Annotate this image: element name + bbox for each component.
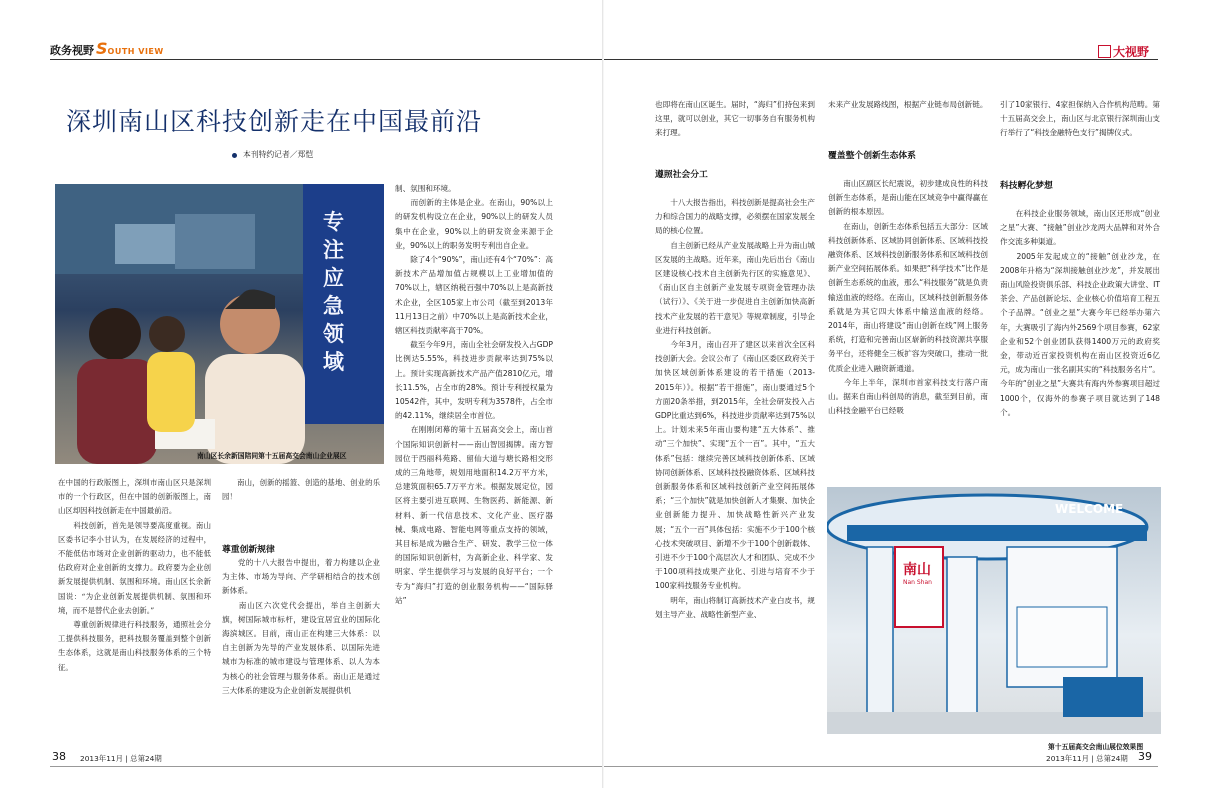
lead-column-1: 在中国的行政版图上，深圳市南山区只是深圳市的一个行政区，但在中国的创新版图上，南山区却因科技创新走在中国最前沿。 科技创新，首先是领导要高度重视。南山区委书记李小甘认为，在发展经济的过程中，不能低估市场对企业创新的驱动力，也不能低估政府对企业创新的支撑力。政府要为企业创新发展提供机制、氛围和环境。南山区长余新国说：“为企业创新发展提供机制、氛围和环境，而不是替代企业去创新。” 尊重创新规律进行科技服务，通照社会分工提供科技服务，把科技服务覆盖到整个创新生态体系，这就是南山科技服务体系的三个特征。 [58, 478, 211, 672]
brand-text: OUTH VIEW [107, 47, 164, 56]
folio-number-right: 39 [1138, 750, 1152, 763]
bullet-icon [232, 153, 237, 158]
folio-issue-right: 2013年11月 | 总第24期 [1046, 754, 1128, 763]
right-column-3-text: 在科技企业服务领域，南山区还形成“创业之星”大赛、“接触”创业沙龙两大品牌和对外合作交流多种渠道。 2005年发起成立的“接触”创业沙龙，在2008年升格为“深圳接触创业沙龙”，并发展出南山风险投资俱乐部、科技企业政策大讲堂、IT茶会、产品创新论坛、企业核心价值培育工程五个子品牌。“创业之星”大赛今年已经举办第六年，大赛吸引了海内外2569个项目参赛，62家企业和52个创业团队获得1400万元的政府奖金，带动近百家投资机构在南山区投资近6亿元，成为南山一张名副其实的“科技服务名片”。今年的“创业之星”大赛共有海内外参赛项目超过1000个，仅海外的参赛子项目就达到了148个。 [1000, 209, 1160, 417]
byline-text: 本刊特约记者／郑恺 [243, 150, 314, 159]
right-column-2-text: 南山区副区长纪震说，初步建成良性的科技创新生态体系，是南山能在区域竞争中赢得赢在创新的根本原因。 在南山，创新生态体系包括五大部分：区域科技创新体系、区域协同创新体系、区域科技投融资体系、区域科技创新服务体系和区域科技创新产业空间拓展体系。如果把“科学技术”比作是创新生态系统的血液，那么“科技服务”就是负责输送血液的经络。在南山，区域科技创新服务体系就是为其它四大体系中输送血液的经络。2014年，南山将建设“南山创新在线”网上服务系统，打造和完善南山区崭新的科技资源共享服务平台，还将健全三板扩容为突破口，推动一批优质企业进入融资新通道。 今年上半年，深圳市首家科技支行落户南山。据来自南山科创局的消息，截至到目前，南山科技金融平台已经吸 [828, 179, 988, 416]
header-rule [50, 59, 604, 60]
section-header [50, 39, 164, 58]
footer-rule-left [50, 766, 604, 767]
photo-right-caption: 第十五届高交会南山展位效果图 [1048, 743, 1144, 751]
byline [232, 149, 313, 160]
booth-welcome-sign: WELCOME [1055, 502, 1124, 516]
heading-incubation-dreams: 科技孵化梦想 [1000, 181, 1053, 191]
left-column-2-text: 党的十八大报告中提出，着力构建以企业为主体、市场为导向、产学研相结合的技术创新体系。 南山区六次党代会提出，举自主创新大旗，树国际城市标杆，建设宜居宜业的国际化海滨城区。目前，南山正在构建三大体系：以自主创新为先导的产业发展体系、以国际先进城市为标准的城市建设与管理体系、以人为本为核心的社会管理与服务体系。南山正是通过三大体系的建设为企业创新发展提供机 [222, 558, 380, 695]
heading-respect-innovation: 尊重创新规律 [222, 545, 275, 555]
right-column-1-text: 十八大报告指出，科技创新是提高社会生产力和综合国力的战略支撑，必须摆在国家发展全局的核心位置。 自主创新已经从产业发展战略上升为南山城区发展的主战略。近年来，南山先后出台《南山区建设核心技术自主创新先行区的实施意见》、《南山区自主创新产业发展专项资金管理办法（试行）》、《关于进一步促进自主创新加快高新技术产业发展的若干意见》等规章制度，引导企业进行科技创新。 今年3月，南山召开了建区以来首次全区科技创新大会。会议公布了《南山区委区政府关于加快区域创新体系建设的若干措施（2013-2015年）》。根据“若干措施”，南山要通过5个方面20条举措，到2015年，全社会研发投入占GDP比重达到6%，科技进步贡献率达到75%以上。计划未来5年南山要构建“五大体系”、推动“三个加快”、实现“五个一百”。其中，“五大体系”包括：继续完善区域科技创新体系、区域协同创新体系、区域科技投融资体系、区域科技创新服务体系和区域科技创新产业空间拓展体系；“三个加快”就是加快创新人才集聚、加快企业创新能力提升、加快战略性新兴产业发展；“五个一百”具体包括：实施不少于100个核心技术突破项目、新增不少于100个创新载体、引进不少于100个高层次人才和团队、完成不少于100项科技成果产业化、引进与培育不少于100家科技服务专业机构。 明年，南山将制订高新技术产业白皮书，规划主导产业、战略性新型产业、 [655, 198, 815, 619]
lead-column-2-tail: 南山，创新的摇篮、创造的基地、创业的乐园！ [222, 478, 380, 502]
booth-logo-en: Nan Shan [903, 579, 932, 586]
right-column-1-intro: 也即将在南山区诞生。届时，“海归”们持包来到这里，就可以创业，其它一切事务自有服务机构来打理。 [655, 100, 815, 138]
header-rule-right [604, 59, 1158, 60]
photo-left-caption: 南山区长余新国陪同第十五届高交会南山企业展区 [197, 452, 347, 460]
photo-right [827, 487, 1161, 734]
article-title: 深圳南山区科技创新走在中国最前沿 [66, 107, 483, 136]
right-column-2-intro: 未来产业发展路线图，根据产业链布局创新链。 [828, 100, 988, 109]
photo-left [55, 184, 384, 464]
brand-icon [1098, 45, 1111, 58]
section-label: 政务视野 [50, 44, 94, 57]
folio-number-left: 38 [52, 750, 66, 763]
right-column-3-intro: 引了10家银行、4家担保纳入合作机构范畴。第十五届高交会上，南山区与北京银行深圳南山支行举行了“科技金融特色支行”揭牌仪式。 [1000, 100, 1160, 138]
section-header-right [1098, 41, 1149, 60]
heading-innovation-ecosystem: 覆盖整个创新生态体系 [828, 151, 916, 161]
brand-initial: S [96, 39, 108, 58]
footer-rule-right [604, 766, 1158, 767]
booth-logo-cn: 南山 [903, 562, 931, 578]
folio-issue-left: 2013年11月 | 总第24期 [80, 754, 162, 763]
left-column-3-text: 制、氛围和环境。 而创新的主体是企业。在南山，90%以上的研发机构设立在企业，90%以上的研发人员集中在企业，90%以上的研发资金来源于企业，90%以上的职务发明专利出自企业。 除了4个“90%”，南山还有4个“70%”：高新技术产品增加值占规模以上工业增加值的70%以上，辖区纳税百强中70%以上是高新技术企业，全区105家上市公司（截至到2013年11月13日之前）中70%以上是高新技术企业，辖区科技贡献率高于70%。 截至今年9月，南山全社会研发投入占GDP比例达5.55%，科技进步贡献率达到75%以上。预计实现高新技术产品产值2810亿元，增长11.5%，占全市的28%。预计专利授权量为10542件，其中，发明专利为3578件，占全市的42.11%，继续居全市首位。 在刚刚闭幕的第十五届高交会上，南山首个国际知识创新村——南山智园揭牌。南方智园位于西丽科苑路、留仙大道与塘长路相交形成的三角地带，规划用地面积14.2万平方米，总建筑面积65.7万平方米。根据发展定位，园区将主要引进互联网、生物医药、新能源、新材料、新一代信息技术、文化产业、医疗器械、集成电路、智能电网等重点支持的领域，其目标是成为融合生产、研发、教学三位一体的国际知识创新村，为高新企业、科学家、发明家、学生提供学习与发展的良好平台；一个专为“海归”打造的创业服务机构——“国际驿站” [395, 184, 553, 605]
heading-social-division: 遵照社会分工 [655, 170, 708, 180]
right-page [604, 0, 1208, 788]
brand-label: 大视野 [1113, 45, 1150, 59]
booth-illustration [827, 487, 1161, 734]
photo-banner-text: 专注应急领域 [323, 210, 344, 374]
